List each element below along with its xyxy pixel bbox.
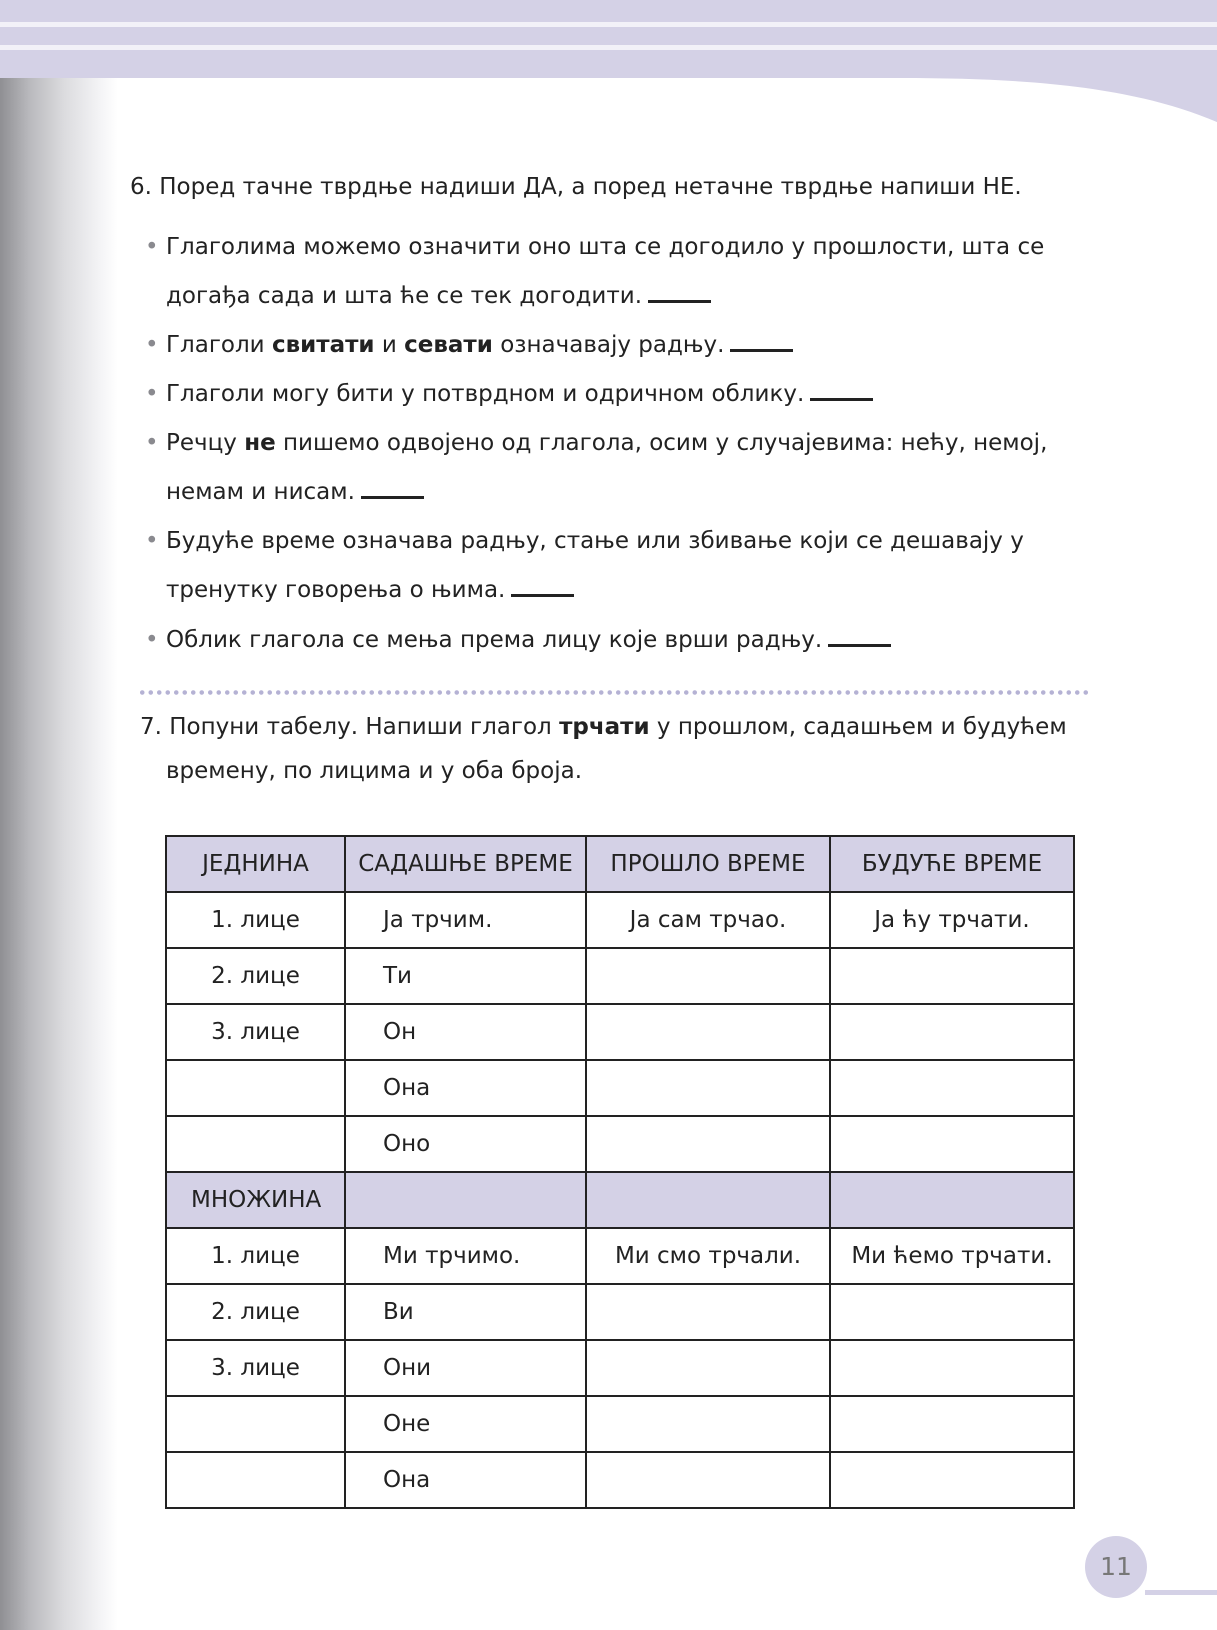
person-cell: 1. лице — [166, 1228, 345, 1284]
table-row — [166, 1340, 1074, 1396]
statement-5 — [145, 517, 1065, 615]
future-cell[interactable] — [830, 1060, 1074, 1116]
answer-blank[interactable] — [511, 576, 574, 597]
past-cell[interactable] — [586, 1060, 830, 1116]
present-cell[interactable]: Они — [345, 1340, 586, 1396]
page-number-bar — [1145, 1590, 1217, 1595]
statement-text: Глаголима можемо означити оно шта се догодило у прошлости, шта се догађа сада и шта ће се тек догодити. — [166, 234, 1045, 309]
answer-blank[interactable] — [828, 626, 891, 647]
statement-text: Облик глагола се мења према лицу које врши радњу. — [166, 627, 823, 653]
table-row — [166, 1116, 1074, 1172]
present-cell[interactable]: Она — [345, 1060, 586, 1116]
past-cell[interactable]: Ми смо трчали. — [586, 1228, 830, 1284]
statement-text: и — [374, 332, 405, 358]
table-row — [166, 1060, 1074, 1116]
future-cell[interactable]: Ја ћу трчати. — [830, 892, 1074, 948]
answer-blank[interactable] — [648, 282, 711, 303]
answer-blank[interactable] — [361, 478, 424, 499]
exercise-6-title: 6. Поред тачне тврдње надиши ДА, а поред нетачне тврдње напиши НЕ. — [130, 174, 1022, 200]
answer-blank[interactable] — [810, 380, 873, 401]
bullet: • — [145, 381, 159, 407]
bold-word: не — [244, 430, 276, 456]
present-cell[interactable]: Оне — [345, 1396, 586, 1452]
future-cell[interactable] — [830, 1284, 1074, 1340]
future-cell[interactable] — [830, 1340, 1074, 1396]
table-row — [166, 948, 1074, 1004]
present-cell[interactable]: Ја трчим. — [345, 892, 586, 948]
table-row — [166, 1396, 1074, 1452]
bold-word: трчати — [559, 714, 650, 740]
book-spine-shadow — [0, 0, 118, 1630]
past-cell[interactable] — [586, 1452, 830, 1508]
header-cell — [586, 1172, 830, 1228]
person-cell: 3. лице — [166, 1004, 345, 1060]
bullet: • — [145, 234, 159, 260]
person-cell: 1. лице — [166, 892, 345, 948]
statement-text: пишемо одвојено од глагола, осим у случајевима: нећу, немој, немам и нисам. — [166, 430, 1048, 505]
bullet: • — [145, 430, 159, 456]
instruction-text: 7. Попуни табелу. Напиши глагол — [140, 714, 560, 740]
future-cell[interactable] — [830, 1396, 1074, 1452]
dotted-divider — [138, 690, 1088, 695]
table-header-row — [166, 836, 1074, 892]
person-cell: 2. лице — [166, 948, 345, 1004]
bullet: • — [145, 627, 159, 653]
future-cell[interactable] — [830, 948, 1074, 1004]
bullet: • — [145, 332, 159, 358]
instruction-text: у прошлом, садашњем и будућем — [649, 714, 1067, 740]
statement-2 — [145, 321, 1065, 370]
answer-blank[interactable] — [730, 331, 793, 352]
present-cell[interactable]: Ви — [345, 1284, 586, 1340]
past-cell[interactable] — [586, 1004, 830, 1060]
past-cell[interactable] — [586, 1340, 830, 1396]
future-cell[interactable] — [830, 1452, 1074, 1508]
header-cell: БУДУЋЕ ВРЕМЕ — [830, 836, 1074, 892]
present-cell[interactable]: Ти — [345, 948, 586, 1004]
statement-4 — [145, 419, 1065, 517]
future-cell[interactable] — [830, 1004, 1074, 1060]
header-curve — [0, 0, 1217, 150]
future-cell[interactable] — [830, 1116, 1074, 1172]
instruction-text: времену, по лицима и у оба броја. — [166, 758, 582, 784]
table-row — [166, 1452, 1074, 1508]
header-cell — [830, 1172, 1074, 1228]
table-row — [166, 892, 1074, 948]
statement-6 — [145, 616, 1065, 665]
person-cell: 3. лице — [166, 1340, 345, 1396]
present-cell[interactable]: Он — [345, 1004, 586, 1060]
header-cell: ПРОШЛО ВРЕМЕ — [586, 836, 830, 892]
statement-text: Речцу — [166, 430, 245, 456]
section-label: МНОЖИНА — [166, 1172, 345, 1228]
statement-1 — [145, 223, 1065, 321]
statement-text: Будуће време означава радњу, стање или збивање који се дешавају у тренутку говорења о њима. — [166, 528, 1024, 603]
past-cell[interactable] — [586, 1396, 830, 1452]
exercise-7-instructions — [140, 705, 1080, 793]
bold-word: свитати — [271, 332, 375, 358]
plural-section-row — [166, 1172, 1074, 1228]
table-row — [166, 1004, 1074, 1060]
person-cell — [166, 1452, 345, 1508]
future-cell[interactable]: Ми ћемо трчати. — [830, 1228, 1074, 1284]
present-cell[interactable]: Оно — [345, 1116, 586, 1172]
present-cell[interactable]: Она — [345, 1452, 586, 1508]
table-row — [166, 1228, 1074, 1284]
person-cell — [166, 1060, 345, 1116]
header-cell: САДАШЊЕ ВРЕМЕ — [345, 836, 586, 892]
past-cell[interactable] — [586, 948, 830, 1004]
statement-text: Глаголи могу бити у потврдном и одричном облику. — [166, 381, 805, 407]
person-cell: 2. лице — [166, 1284, 345, 1340]
table-row — [166, 1284, 1074, 1340]
bullet: • — [145, 528, 159, 554]
header-cell — [345, 1172, 586, 1228]
page-number: 11 — [1085, 1536, 1147, 1598]
present-cell[interactable]: Ми трчимо. — [345, 1228, 586, 1284]
past-cell[interactable] — [586, 1284, 830, 1340]
statement-3 — [145, 370, 1065, 419]
header-cell: ЈЕДНИНА — [166, 836, 345, 892]
person-cell — [166, 1396, 345, 1452]
past-cell[interactable] — [586, 1116, 830, 1172]
person-cell — [166, 1116, 345, 1172]
past-cell[interactable]: Ја сам трчао. — [586, 892, 830, 948]
statement-text: означавају радњу. — [492, 332, 725, 358]
conjugation-table — [165, 835, 1075, 1509]
header-band — [0, 0, 1217, 78]
bold-word: севати — [404, 332, 493, 358]
statement-text: Глаголи — [166, 332, 272, 358]
